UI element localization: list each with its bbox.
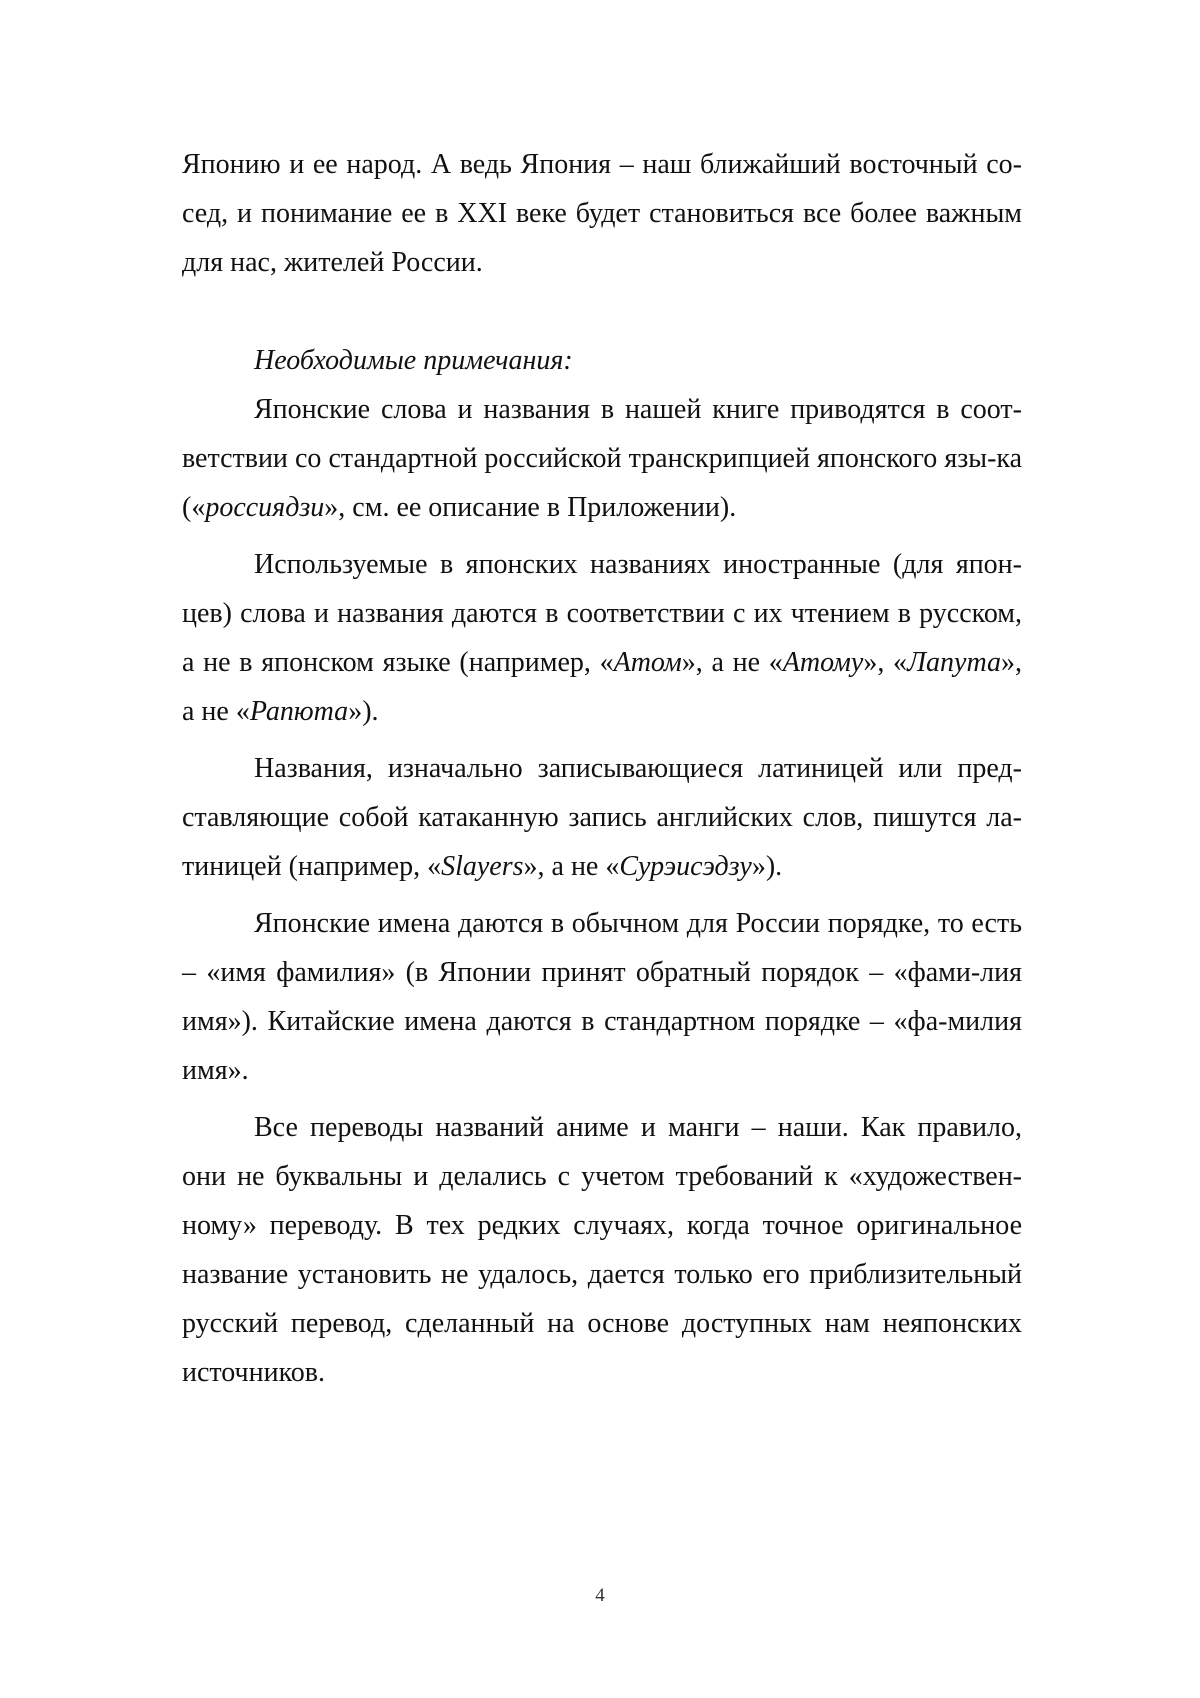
body-text bbox=[182, 140, 1022, 1397]
note-term: Сурэисэдзу bbox=[619, 851, 752, 882]
note-term: Рапюта bbox=[249, 696, 349, 727]
note-text: »). bbox=[751, 851, 783, 882]
note-text: »). bbox=[348, 696, 379, 727]
note-text: », а не « bbox=[182, 647, 1023, 727]
note-term: Атом bbox=[613, 647, 682, 678]
intro-paragraph: Японию и ее народ. А ведь Япония – наш ближайший восточный со-сед, и понимание ее в XXI веке будет становиться все более важным для нас, жителей России. bbox=[182, 149, 1022, 278]
note-paragraph-translations: Все переводы названий аниме и манги – наши. Как правило, они не буквальны и делались с учетом требований к «художествен-ному» переводу. В тех редких случаях, когда точное оригинальное название установить не удалось, дается только его приблизительный русский перевод, сделанный на основе доступных нам неяпонских источников. bbox=[182, 1112, 1022, 1388]
note-paragraph-foreign-words bbox=[182, 540, 1022, 736]
note-text: », а не « bbox=[681, 647, 783, 678]
note-text: », а не « bbox=[523, 851, 620, 882]
note-text: Названия, изначально записывающиеся латиницей или пред-ставляющие собой катаканную запись английских слов, пишутся ла-тиницей (например, « bbox=[182, 753, 1022, 882]
note-text: Японские слова и названия в нашей книге приводятся в соот-ветствии со стандартной российской транскрипцией японского язы-ка (« bbox=[182, 394, 1022, 523]
note-term: Атому bbox=[782, 647, 864, 678]
note-paragraph-names-order: Японские имена даются в обычном для России порядке, то есть – «имя фамилия» (в Японии принят обратный порядок – «фами-лия имя»). Китайские имена даются в стандартном порядке – «фа-милия имя». bbox=[182, 908, 1022, 1086]
note-term: Лапута bbox=[907, 647, 1002, 678]
note-text: Используемые в японских названиях иностранные (для япон-цев) слова и названия даются в соответствии с их чтением в русском, а не в японском языке (например, « bbox=[182, 549, 1022, 678]
note-text: », « bbox=[863, 647, 908, 678]
note-paragraph-latin-titles bbox=[182, 744, 1022, 891]
note-term: Slayers bbox=[441, 851, 524, 882]
note-term: россиядзи bbox=[205, 492, 325, 523]
notes-heading: Необходимые примечания: bbox=[254, 345, 573, 376]
page-number: 4 bbox=[595, 1585, 605, 1606]
note-text: », см. ее описание в Приложении). bbox=[324, 492, 737, 523]
note-paragraph-transcription bbox=[182, 385, 1022, 532]
